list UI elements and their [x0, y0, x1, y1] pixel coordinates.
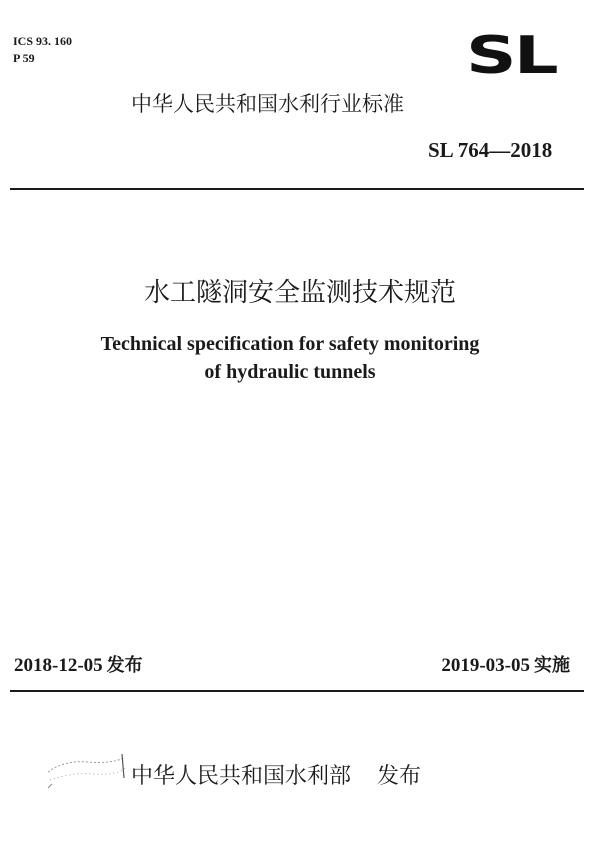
classification-codes [13, 33, 72, 67]
title-chinese-text: 水工隧洞安全监测技术规范 [143, 278, 456, 308]
publisher-action: 发布 [377, 764, 422, 789]
sl-logo: SL [466, 26, 556, 86]
title-english-line2: of hydraulic tunnels [204, 361, 376, 383]
issue-date-block [14, 652, 143, 679]
standard-code: SL 764—2018 [428, 138, 553, 162]
issue-label: 发布 [106, 655, 143, 676]
publisher-name: 中华人民共和国水利部 [131, 764, 352, 789]
title-english-line1: Technical specification for safety monitoring [100, 333, 480, 355]
ics-code: ICS 93. 160 [13, 34, 73, 48]
ccs-code: P 59 [13, 51, 35, 65]
implement-date: 2019-03-05 [441, 655, 530, 676]
implement-date-block [441, 652, 570, 679]
issue-date: 2018-12-05 [14, 655, 103, 676]
title-chinese [0, 276, 600, 310]
implement-label: 实施 [534, 655, 570, 676]
title-english [0, 330, 580, 386]
industry-standard-header: 中华人民共和国水利行业标准 [131, 92, 404, 116]
publisher-line [131, 762, 421, 792]
bottom-divider [10, 690, 584, 692]
top-divider [10, 188, 584, 190]
faded-stamp-mark [44, 752, 128, 792]
